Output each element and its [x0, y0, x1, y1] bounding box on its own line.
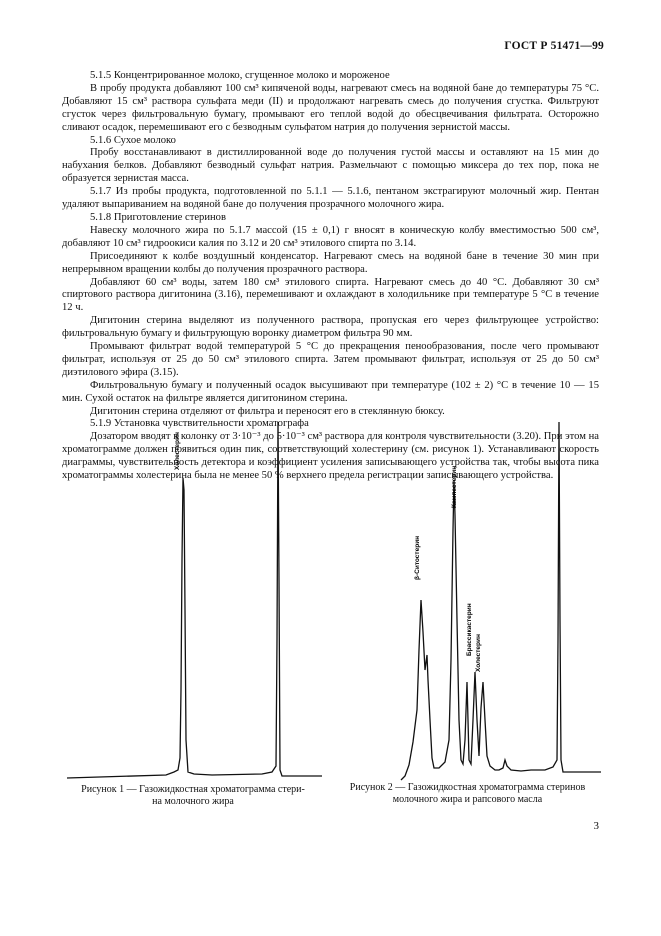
figure-2-caption-line1: Рисунок 2 — Газожидкостная хроматограмма стеринов: [349, 782, 586, 793]
figure-2-caption: [325, 782, 610, 806]
peak-label-cholesterol: Холестерин: [174, 432, 181, 470]
figure-2-chromatogram: [335, 420, 605, 782]
page-number: 3: [593, 820, 599, 832]
paragraph: В пробу продукта добавляют 100 см³ кипяченой воды, нагревают смесь на водяной бане до температуры 75 °С. Добавляют 15 см³ раствора сульфата меди (II) и продолжают нагревать смесь до получения сгустка. Фильтруют сгусток через фильтровальную бумагу, промывают его теплой водой до обесцвечивания фильтрата. Осторожно сливают осадок, перемешивают его с безводным сульфатом натрия до получения зернистой массы.: [62, 82, 599, 133]
figure-1-caption-line2: на молочного жира: [152, 796, 234, 807]
peak-label-brassicasterol: Брассикастерин: [466, 603, 473, 656]
paragraph: Дигитонин стерина выделяют из полученного раствора, пропуская его через фильтрующее устройство: фильтровальную бумагу и фильтрующую воронку диаметром фильтра 90 мм.: [62, 315, 599, 340]
paragraph: Присоединяют к колбе воздушный конденсатор. Нагревают смесь на водяной бане в течение 30 мин при непрерывном вращении колбы до получения прозрачного раствора.: [62, 250, 599, 275]
paragraph: Фильтровальную бумагу и полученный осадок высушивают при температуре (102 ± 2) °С в течение 10 — 15 мин. Сухой остаток на фильтре является дигитонином стерина.: [62, 379, 599, 404]
paragraph: Пробу восстанавливают в дистиллированной воде до получения густой массы и оставляют на 15 мин до набухания белков. Добавляют безводный сульфат натрия. Размельчают с помощью миксера до тех пор, пока не образуется зернистая масса.: [62, 147, 599, 185]
paragraph: 5.1.7 Из пробы продукта, подготовленной по 5.1.1 — 5.1.6, пентаном экстрагируют молочный жир. Пентан удаляют выпариванием на водяной бане до получения прозрачного молочного жира.: [62, 186, 599, 211]
paragraph: Дигитонин стерина отделяют от фильтра и переносят его в стеклянную бюксу.: [90, 405, 445, 417]
figure-1-caption-line1: Рисунок 1 — Газожидкостная хроматограмма стери-: [81, 784, 305, 795]
section-heading: 5.1.9 Установка чувствительности хроматографа: [90, 418, 309, 430]
paragraph: Промывают фильтрат водой температурой 5 °С до прекращения пенообразования, после чего промывают фильтрат, используя от 25 до 50 см³ этилового спирта. Затем промывают фильтрат, используя от 25 до 50 см³ диэтилового эфира (3.15).: [62, 341, 599, 378]
section-heading: 5.1.5 Концентрированное молоко, сгущенное молоко и мороженое: [90, 70, 390, 81]
paragraph: Навеску молочного жира по 5.1.7 массой (15 ± 0,1) г вносят в коническую колбу вместимостью 500 см³, добавляют 10 см³ гидроокиси калия по 3.12 и 20 см³ этилового спирта по 3.14.: [62, 224, 599, 249]
peak-label-cholesterol: Холестерин: [475, 634, 482, 672]
paragraph: Дозатором вводят в колонку от 3·10⁻³ до 5·10⁻³ см³ раствора для контроля чувствительности (3.20). При этом на хроматограмме должен появиться один пик, соответствующий холестерину (см. рисунок 1). Устанавливают скорость диаграммы, чувствительность детектора и коэффициент усиления записывающего устройства так, чтобы высота пика хроматограммы холестерина была не менее 50 % верхнего предела регистрации записывающего устройства.: [62, 431, 599, 482]
section-heading: 5.1.6 Сухое молоко: [90, 134, 176, 146]
figure-1-caption: [62, 784, 324, 808]
peak-label-campesterol: Кампестерин: [451, 465, 458, 508]
peak-label-beta-sitosterol: β-Ситостерин: [414, 535, 421, 580]
chromatogram-trace-2: [401, 422, 601, 780]
figure-1-chromatogram: [62, 420, 324, 782]
section-heading: 5.1.8 Приготовление стеринов: [90, 211, 226, 223]
paragraph: Добавляют 60 см³ воды, затем 180 см³ этилового спирта. Нагревают смесь до 40 °С. Добавляют 30 см³ спиртового раствора дигитонина (3.16), перемешивают и охлаждают в холодильнике при температуре 5 °С в течение 12 ч.: [62, 276, 599, 314]
chromatogram-trace-1: [67, 422, 322, 778]
figure-2-caption-line2: молочного жира и рапсового масла: [392, 794, 543, 805]
document-header: ГОСТ Р 51471—99: [504, 40, 604, 52]
